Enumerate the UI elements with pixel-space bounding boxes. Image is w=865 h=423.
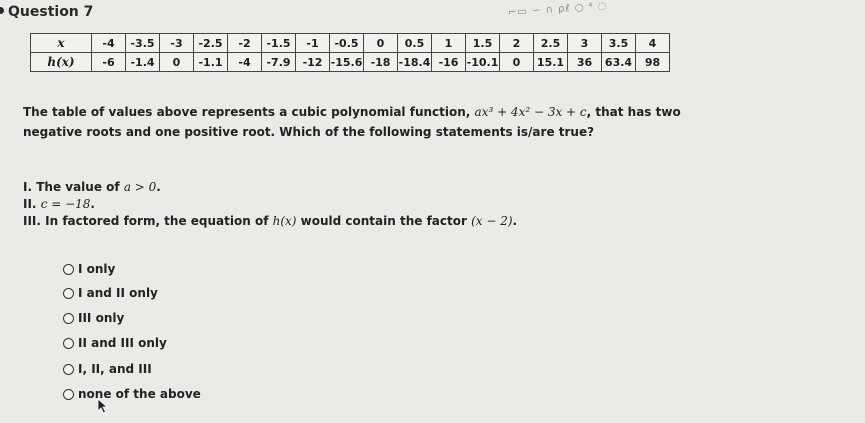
radio-icon[interactable]	[63, 364, 74, 375]
x-row-header: x	[31, 34, 92, 53]
option-i-ii-and-iii[interactable]	[63, 362, 152, 376]
x-cell: -1	[296, 34, 330, 53]
option-label: I, II, and III	[78, 362, 152, 376]
h-row-header: h(x)	[31, 53, 92, 72]
radio-icon[interactable]	[63, 288, 74, 299]
x-cell: -3	[160, 34, 194, 53]
h-cell: -10.1	[466, 53, 500, 72]
x-cell: -4	[92, 34, 126, 53]
statement-end: .	[90, 197, 95, 211]
h-row	[31, 53, 670, 72]
radio-icon[interactable]	[63, 313, 74, 324]
prompt-text: The table of values above represents a cubic polynomial function,	[23, 105, 475, 119]
h-cell: -1.4	[126, 53, 160, 72]
h-cell: 15.1	[534, 53, 568, 72]
option-i-only[interactable]	[63, 262, 115, 276]
scribble-mark: ⌐▭ ∽ ∩ ρℓ ○ ⁴ ◌	[507, 0, 608, 19]
radio-icon[interactable]	[63, 264, 74, 275]
question-bullet-icon	[0, 7, 4, 14]
h-cell: -12	[296, 53, 330, 72]
option-none-of-the-above[interactable]	[63, 387, 201, 401]
option-label: none of the above	[78, 387, 201, 401]
statement-2	[23, 197, 95, 211]
question-title: Question 7	[8, 4, 94, 20]
h-cell: 98	[636, 53, 670, 72]
statement-end: .	[156, 180, 161, 194]
option-iii-only[interactable]	[63, 311, 124, 325]
option-label: I only	[78, 262, 116, 276]
statement-math: a > 0	[123, 180, 157, 194]
option-ii-and-iii-only[interactable]	[63, 336, 167, 350]
statement-3	[23, 214, 517, 228]
x-cell: -2.5	[194, 34, 228, 53]
x-cell: 3.5	[602, 34, 636, 53]
statement-number: II.	[23, 197, 37, 211]
statement-end: .	[512, 214, 518, 228]
statement-factor: (x − 2)	[471, 214, 513, 228]
option-label: I and II only	[78, 286, 158, 300]
h-cell: 63.4	[602, 53, 636, 72]
h-cell: 36	[568, 53, 602, 72]
x-cell: 0.5	[398, 34, 432, 53]
prompt-text-end: , that has two	[586, 105, 681, 119]
h-cell: -1.1	[194, 53, 228, 72]
h-cell: -18	[364, 53, 398, 72]
mouse-cursor-icon	[97, 398, 109, 414]
statement-1	[23, 180, 161, 194]
x-cell: 0	[364, 34, 398, 53]
statement-math: c = −18	[40, 197, 91, 211]
x-cell: 1.5	[466, 34, 500, 53]
h-cell: 0	[160, 53, 194, 72]
h-cell: -16	[432, 53, 466, 72]
h-cell: -7.9	[262, 53, 296, 72]
x-cell: 2.5	[534, 34, 568, 53]
radio-icon[interactable]	[63, 338, 74, 349]
option-label: III only	[78, 311, 125, 325]
function-expression: ax³ + 4x² − 3x + c	[474, 105, 587, 119]
x-cell: 4	[636, 34, 670, 53]
h-cell: 0	[500, 53, 534, 72]
h-cell: -15.6	[330, 53, 364, 72]
x-cell: -3.5	[126, 34, 160, 53]
h-cell: -4	[228, 53, 262, 72]
statement-number: I.	[23, 180, 33, 194]
option-label: II and III only	[78, 336, 167, 350]
statement-text: In factored form, the equation of	[45, 214, 273, 228]
prompt-line-2: negative roots and one positive root. Which of the following statements is/are true?	[23, 125, 595, 139]
x-cell: 3	[568, 34, 602, 53]
x-cell: -1.5	[262, 34, 296, 53]
statement-math: h(x)	[272, 214, 297, 228]
h-cell: -6	[92, 53, 126, 72]
statement-text: The value of	[36, 180, 124, 194]
statement-mid: would contain the factor	[296, 214, 472, 228]
option-i-and-ii-only[interactable]	[63, 286, 158, 300]
x-cell: -0.5	[330, 34, 364, 53]
prompt-line-1	[23, 102, 713, 122]
x-cell: -2	[228, 34, 262, 53]
h-cell: -18.4	[398, 53, 432, 72]
x-cell: 1	[432, 34, 466, 53]
statement-number: III.	[23, 214, 41, 228]
radio-icon[interactable]	[63, 389, 74, 400]
x-row	[31, 34, 670, 53]
values-table	[30, 33, 670, 72]
x-cell: 2	[500, 34, 534, 53]
